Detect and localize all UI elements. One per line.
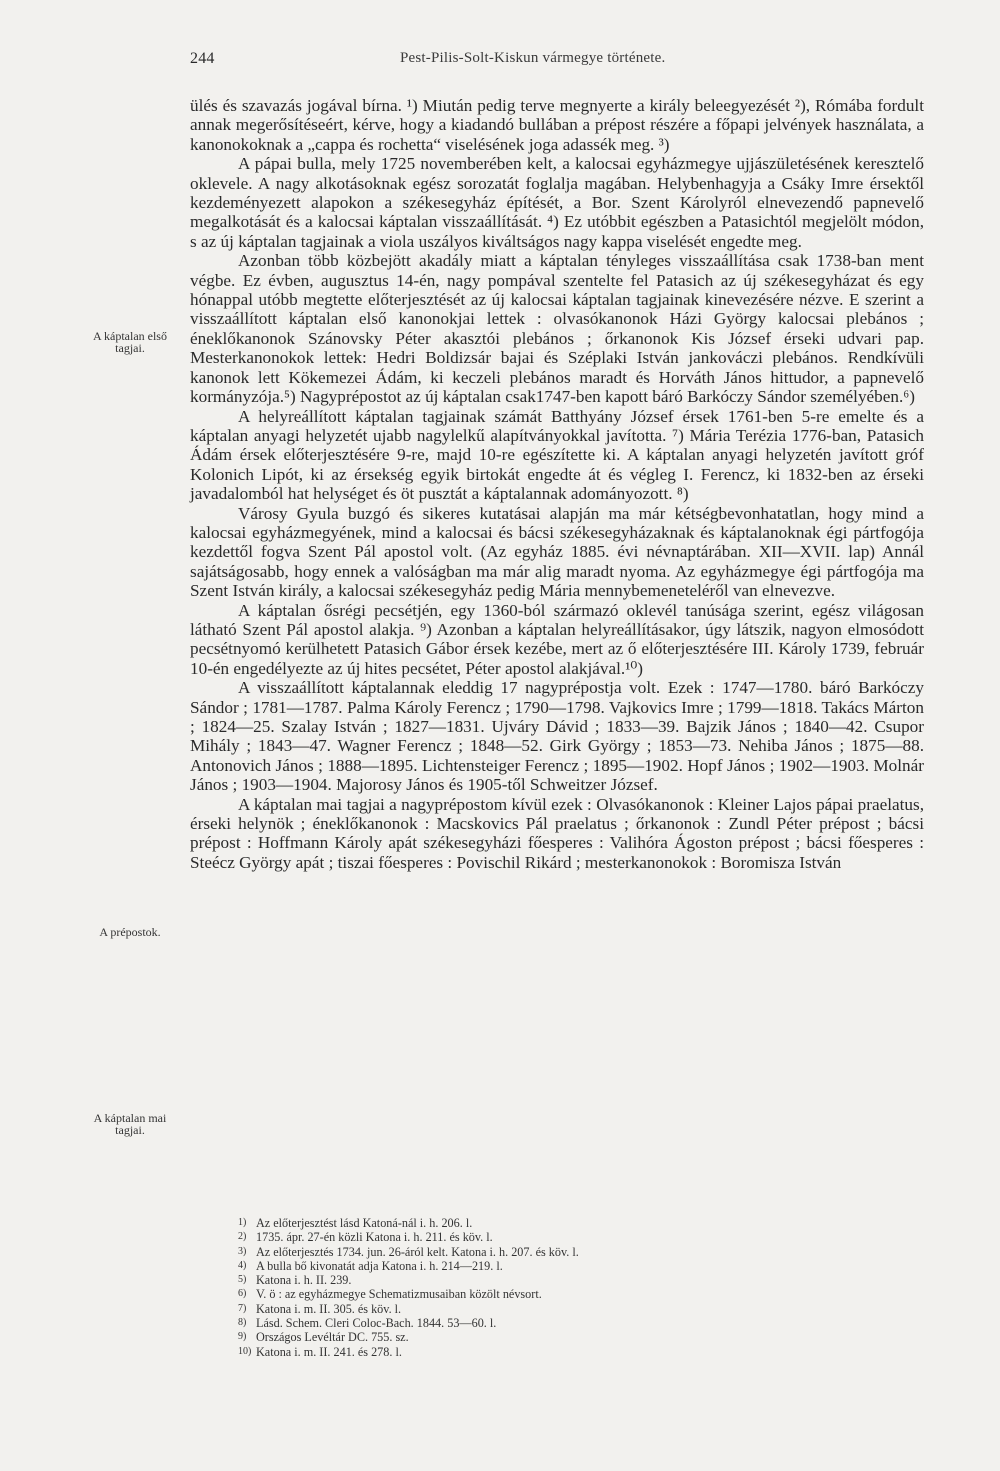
footnotes [238, 1216, 798, 1359]
footnote-text: Katona i. h. II. 239. [256, 1273, 352, 1288]
page-number: 244 [190, 50, 215, 67]
paragraph: A pápai bulla, mely 1725 novemberében kelt, a kalocsai egyházmegye ujjászületésének keresztelő oklevele. A nagy alkotásoknak egész sorozatát foglalja magában. Helybenhagyja a Csáky Imre érsektől kezdeményezett alapokon a székesegyház építését, a Bor. Szent Károlyról elnevezendő papnevelő megalkotását és a kalocsai káptalan visszaállítását. ⁴) Ez utóbbit egészben a Patasichtól megjelölt módon, s az új káptalan tagjainak a viola uszályos kiváltságos nagy kappa viselését engedte meg. [190, 154, 924, 251]
paragraph: Azonban több közbejött akadály miatt a káptalan tényleges visszaállítása csak 1738-ban ment végbe. Ez évben, augusztus 14-én, nagy pompával szentelte fel Patasich az új székesegyházat és egy hónappal utóbb megtette előterjesztését az új kalocsai káptalan tagjainak kinevezésére nézve. E szerint a visszaállított káptalan első kanonokjai lettek : olvasókanonok Házi György kalocsai plebános ; éneklőkanonok Szánovsky Péter akasztói plebános ; őrkanonok Kis József érseki udvari pap. Mesterkanonokok lettek: Hedri Boldizsár bajai és Széplaki István jankováczi plebános. Rendkívüli kanonok lett Kökemezei Ádám, ki keczeli plebános maradt és Horváth János hittudor, a papnevelő kormányzója.⁵) Nagyprépostot az új káptalan csak1747-ben kapott báró Barkóczy Sándor személyében.⁶) [190, 251, 924, 407]
footnote-number: 8) [238, 1317, 247, 1329]
running-title: Pest-Pilis-Solt-Kiskun vármegye története. [400, 50, 666, 66]
footnote-text: V. ö : az egyházmegye Schematizmusaiban közölt névsort. [256, 1287, 542, 1302]
paragraph: A káptalan ősrégi pecsétjén, egy 1360-ból származó oklevél tanúsága szerint, egész világosan látható Szent Pál apostol alakja. ⁹) Azonban a káptalan helyreállításakor, úgy látszik, nagyon elmosódott pecsétnyomó kerülhetett Patasich Gábor érsek kezébe, mert az ő előterjesztésére III. Károly 1739, február 10-én engedélyezte az új hites pecsétet, Péter apostol alakjával.¹⁰) [190, 600, 924, 678]
footnote [238, 1259, 798, 1273]
footnote-text: A bulla bő kivonatát adja Katona i. h. 214—219. l. [256, 1258, 503, 1273]
footnote [238, 1287, 798, 1301]
footnote-text: Az előterjesztést lásd Katoná-nál i. h. 206. l. [256, 1216, 473, 1230]
main-text [190, 96, 924, 872]
margin-note-provosts: A prépostok. [99, 925, 161, 939]
paragraph: A káptalan mai tagjai a nagyprépostom kívül ezek : Olvasókanonok : Kleiner Lajos pápai praelatus, érseki helynök ; éneklőkanonok : Macskovics Pál praelatus ; őrkanonok : Zundl Péter prépost ; bácsi prépost : Hoffmann Károly apát székesegyházi főesperes : Valihóra Ágoston prépost ; bácsi főesperes : Steécz György apát ; tiszai főesperes : Povischil Rikárd ; mesterkanonokok : Boromisza István [190, 794, 924, 872]
footnote-text: Katona i. m. II. 305. és köv. l. [256, 1301, 402, 1316]
footnote-number: 5) [238, 1274, 247, 1286]
footnote-number: 3) [238, 1245, 247, 1257]
footnote-number: 4) [238, 1259, 247, 1271]
footnote-number: 10) [238, 1345, 252, 1357]
footnote-number: 1) [238, 1217, 247, 1228]
footnote-number: 2) [238, 1231, 247, 1243]
footnote [238, 1345, 798, 1359]
footnote [238, 1245, 798, 1259]
footnote [238, 1330, 798, 1344]
margin-note-first-members: A káptalan első tagjai. [93, 329, 167, 355]
footnote-text: Katona i. m. II. 241. és 278. l. [256, 1344, 402, 1359]
footnote [238, 1230, 798, 1244]
footnote [238, 1273, 798, 1287]
footnote-text: Lásd. Schem. Cleri Coloc-Bach. 1844. 53—60. l. [256, 1316, 497, 1331]
footnote-number: 6) [238, 1288, 247, 1300]
footnote-number: 9) [238, 1331, 247, 1343]
paragraph: A helyreállított káptalan tagjainak számát Batthyány József érsek 1761-ben 5-re emelte és a káptalan anyagi helyzetét ujabb nagylelkű alapítványokkal javította. ⁷) Mária Terézia 1776-ban, Patasich Ádám érsek előterjesztésére 9-re, majd 10-re egészítette ki. A káptalan anyagi helyzetén javított gróf Kolonich Lipót, ki az érsekség egyik birtokát engedte át és végleg I. Ferencz, ki 1832-ben az érseki javadalomból hat helységet és öt pusztát a káptalannak adományozott. ⁸) [190, 406, 924, 504]
footnote [238, 1216, 798, 1230]
footnote-text: 1735. ápr. 27-én közli Katona i. h. 211. és köv. l. [256, 1230, 493, 1245]
paragraph: A visszaállított káptalannak eleddig 17 nagyprépostja volt. Ezek : 1747—1780. báró Barkóczy Sándor ; 1781—1787. Palma Károly Ferencz ; 1790—1798. Vajkovics Imre ; 1799—1818. Takács Márton ; 1824—25. Szalay István ; 1827—1831. Ujváry Dávid ; 1833—39. Bajzik János ; 1840—42. Csupor Mihály ; 1843—47. Wagner Ferencz ; 1848—52. Girk György ; 1853—73. Nehiba János ; 1875—88. Antonovich János ; 1888—1895. Lichtensteiger Ferencz ; 1895—1902. Hopf János ; 1902—1903. Molnár János ; 1903—1904. Majorosy János és 1905-től Schweitzer József. [190, 678, 924, 795]
footnote-text: Országos Levéltár DC. 755. sz. [256, 1330, 409, 1345]
paragraph: ülés és szavazás jogával bírna. ¹) Miután pedig terve megnyerte a király beleegyezését ²), Rómába fordult annak megerősítéseért, kérve, hogy a kiadandó bullában a prépost részére a főpapi jelvények használata, a kanonokoknak a „cappa és rochetta“ viselésének joga adassék meg. ³) [190, 96, 924, 154]
footnote [238, 1316, 798, 1330]
paragraph: Városy Gyula buzgó és sikeres kutatásai alapján ma már kétségbevonhatatlan, hogy mind a kalocsai egyházmegyének, mind a kalocsai és bácsi székesegyházaknak és káptalanoknak égi pártfogója kezdettől fogva Szent Pál apostol volt. (Az egyház 1885. évi névnaptárában. XII—XVII. lap) Annál sajátságosabb, hogy ennek a valóságban ma már alig maradt nyoma. Az egyházmegye égi pártfogója ma Szent István király, a kalocsai székesegyház pedig Mária mennybemeneteléről van elnevezve. [190, 503, 924, 601]
margin-note-current-members: A káptalan mai tagjai. [93, 1111, 167, 1137]
footnote-text: Az előterjesztés 1734. jun. 26-áról kelt. Katona i. h. 207. és köv. l. [256, 1244, 579, 1259]
footnote-number: 7) [238, 1302, 247, 1314]
footnote [238, 1302, 798, 1316]
